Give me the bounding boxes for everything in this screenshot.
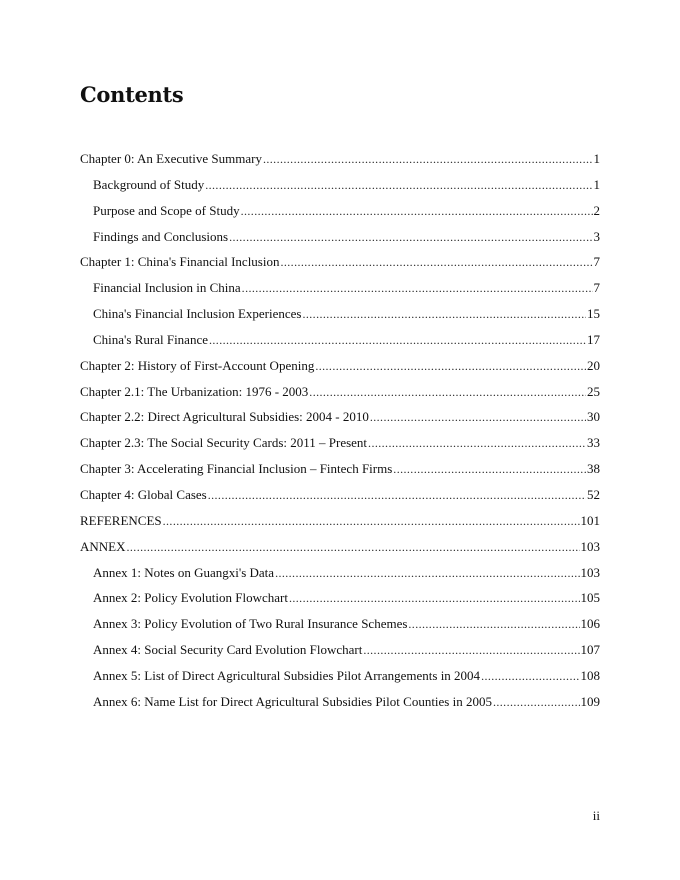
toc-entry[interactable] <box>80 639 600 665</box>
dot-leader <box>208 484 586 506</box>
toc-entry-title: Annex 2: Policy Evolution Flowchart <box>93 590 288 606</box>
toc-entry[interactable] <box>80 174 600 200</box>
toc-entry[interactable] <box>80 329 600 355</box>
toc-entry[interactable] <box>80 691 600 717</box>
dot-leader <box>302 303 586 325</box>
toc-entry[interactable] <box>80 665 600 691</box>
toc-entry-page-number: 108 <box>580 667 600 683</box>
toc-entry-title: Annex 4: Social Security Card Evolution Flowchart <box>93 642 363 658</box>
dot-leader <box>368 432 586 454</box>
toc-entry-page-number: 17 <box>587 331 600 347</box>
toc-entry-page-number: 1 <box>593 176 600 192</box>
dot-leader <box>493 691 580 713</box>
toc-entry[interactable] <box>80 458 600 484</box>
dot-leader <box>241 200 593 222</box>
toc-entry-page-number: 20 <box>587 357 600 373</box>
toc-entry-page-number: 103 <box>580 538 600 554</box>
dot-leader <box>481 665 579 687</box>
toc-entry-page-number: 109 <box>580 693 600 709</box>
toc-entry[interactable] <box>80 148 600 174</box>
page-number: ii <box>592 808 600 823</box>
toc-entry-title: Chapter 2: History of First-Account Opening <box>80 357 315 373</box>
dot-leader <box>408 613 579 635</box>
toc-entry-title: China's Financial Inclusion Experiences <box>93 306 302 322</box>
dot-leader <box>163 510 580 532</box>
toc-entry[interactable] <box>80 226 600 252</box>
toc-entry[interactable] <box>80 355 600 381</box>
toc-entry[interactable] <box>80 303 600 329</box>
dot-leader <box>315 355 586 377</box>
toc-entry-page-number: 103 <box>580 564 600 580</box>
toc-entry[interactable] <box>80 536 600 562</box>
table-of-contents <box>80 148 600 717</box>
toc-entry[interactable] <box>80 277 600 303</box>
toc-entry-page-number: 7 <box>593 254 600 270</box>
dot-leader <box>289 587 580 609</box>
toc-entry-title: China's Rural Finance <box>93 331 208 347</box>
toc-entry-page-number: 33 <box>587 435 600 451</box>
toc-entry-page-number: 7 <box>593 280 600 296</box>
dot-leader <box>263 148 593 170</box>
toc-entry-title: Chapter 3: Accelerating Financial Inclusion – Fintech Firms <box>80 461 393 477</box>
toc-entry-title: Annex 5: List of Direct Agricultural Subsidies Pilot Arrangements in 2004 <box>93 667 481 683</box>
toc-entry[interactable] <box>80 406 600 432</box>
toc-entry-title: Chapter 0: An Executive Summary <box>80 151 262 166</box>
toc-entry-page-number: 106 <box>580 616 600 632</box>
toc-entry[interactable] <box>80 484 600 510</box>
toc-entry-title: Annex 1: Notes on Guangxi's Data <box>93 564 275 580</box>
toc-entry-title: Chapter 2.3: The Social Security Cards: 2011 – Present <box>80 435 368 451</box>
toc-entry-page-number: 38 <box>587 461 600 477</box>
dot-leader <box>363 639 579 661</box>
toc-entry[interactable] <box>80 613 600 639</box>
toc-entry-page-number: 3 <box>593 228 600 244</box>
toc-entry-title: Financial Inclusion in China <box>93 280 241 296</box>
toc-entry-page-number: 1 <box>593 151 600 166</box>
dot-leader <box>229 226 592 248</box>
toc-entry-page-number: 2 <box>593 202 600 218</box>
toc-entry[interactable] <box>80 200 600 226</box>
dot-leader <box>205 174 592 196</box>
page-title: Contents <box>80 82 184 107</box>
toc-entry-page-number: 105 <box>580 590 600 606</box>
toc-entry[interactable] <box>80 587 600 613</box>
toc-entry-page-number: 107 <box>580 642 600 658</box>
toc-entry-page-number: 101 <box>580 512 600 528</box>
toc-entry-title: Chapter 1: China's Financial Inclusion <box>80 254 280 270</box>
dot-leader <box>209 329 586 351</box>
toc-entry[interactable] <box>80 510 600 536</box>
dot-leader <box>242 277 593 299</box>
dot-leader <box>127 536 580 558</box>
dot-leader <box>393 458 586 480</box>
toc-entry[interactable] <box>80 562 600 588</box>
toc-entry[interactable] <box>80 381 600 407</box>
toc-entry-title: REFERENCES <box>80 512 162 528</box>
toc-entry-page-number: 15 <box>587 306 600 322</box>
toc-entry[interactable] <box>80 251 600 277</box>
toc-entry-title: Purpose and Scope of Study <box>93 202 240 218</box>
toc-entry-title: Chapter 2.2: Direct Agricultural Subsidies: 2004 - 2010 <box>80 409 369 425</box>
toc-entry-title: Findings and Conclusions <box>93 228 229 244</box>
dot-leader <box>275 562 579 584</box>
toc-entry-page-number: 25 <box>587 383 600 399</box>
dot-leader <box>309 381 586 403</box>
dot-leader <box>280 251 592 273</box>
toc-entry-title: Background of Study <box>93 176 205 192</box>
toc-entry-title: Annex 6: Name List for Direct Agricultural Subsidies Pilot Counties in 2005 <box>93 693 492 709</box>
toc-entry-page-number: 30 <box>587 409 600 425</box>
dot-leader <box>370 406 586 428</box>
toc-entry-title: Chapter 2.1: The Urbanization: 1976 - 2003 <box>80 383 309 399</box>
toc-entry-title: Chapter 4: Global Cases <box>80 486 207 502</box>
toc-entry-title: ANNEX <box>80 538 126 554</box>
toc-entry-page-number: 52 <box>587 486 600 502</box>
toc-entry[interactable] <box>80 432 600 458</box>
toc-entry-title: Annex 3: Policy Evolution of Two Rural Insurance Schemes <box>93 616 408 632</box>
